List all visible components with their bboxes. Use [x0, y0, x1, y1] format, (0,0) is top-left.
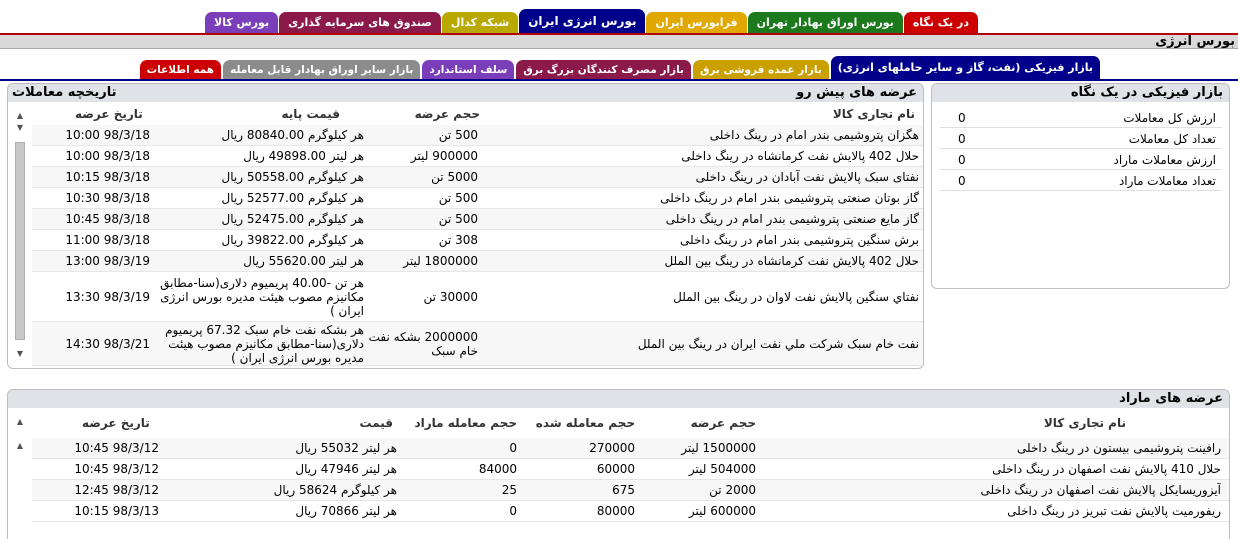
offer-name: برش سنگین پتروشیمی بندر امام در رینگ داخلی — [680, 233, 919, 247]
offer-date: 98/3/18 10:15 — [65, 170, 150, 184]
offer-base-price-cell — [144, 188, 364, 208]
marad-traded: 675 — [612, 483, 635, 497]
offers-panel — [7, 83, 924, 369]
marad-volume-cell — [636, 459, 756, 479]
table-row[interactable] — [32, 167, 924, 188]
offer-date: 98/3/19 13:00 — [65, 254, 150, 268]
offer-date-cell — [32, 209, 150, 229]
table-row[interactable] — [32, 209, 924, 230]
marad-name: حلال 410 پالایش نفت اصفهان در رینگ داخلی — [992, 462, 1221, 476]
table-row[interactable] — [32, 230, 924, 251]
marad-traded-cell — [525, 459, 635, 479]
sub-tabs — [138, 56, 1100, 80]
glance-row — [940, 108, 1222, 128]
marad-traded-cell — [525, 501, 635, 521]
col-name: نام تجاری کالا — [832, 107, 915, 121]
marad-title: عرضه های ماراد — [1119, 391, 1223, 406]
marad-date-cell — [32, 438, 159, 458]
offer-name: نفتاي سنگين پالايش نفت لاوان در رينگ بين الملل — [673, 289, 919, 304]
col-volume: حجم عرضه — [690, 416, 756, 430]
glance-title: بازار فیزیکی در یک نگاه — [1070, 85, 1223, 100]
offer-name-cell — [489, 125, 919, 145]
glance-label: ارزش معاملات ماراد — [1113, 153, 1216, 167]
scroll-up-icon[interactable]: ▲ — [16, 441, 24, 450]
offer-date-cell — [32, 322, 150, 365]
offer-date-cell — [32, 251, 150, 271]
offer-name-cell — [489, 188, 919, 208]
offer-date-cell — [32, 230, 150, 250]
offer-date: 98/3/18 10:30 — [65, 191, 150, 205]
marad-date: 98/3/12 10:45 — [74, 462, 159, 476]
offers-column-header — [8, 104, 924, 122]
offer-base-price: هر لیتر 55620.00 ریال — [243, 254, 364, 268]
table-row[interactable] — [32, 272, 924, 322]
offer-base-price-cell — [144, 251, 364, 271]
offer-date-cell — [32, 125, 150, 145]
scroll-down-icon[interactable]: ▼ — [16, 123, 24, 132]
marad-volume: 504000 لیتر — [688, 462, 756, 476]
marad-volume: 600000 لیتر — [688, 504, 756, 518]
subtab-standard-forward[interactable]: سلف استاندارد — [422, 60, 514, 80]
marad-price-cell — [167, 480, 397, 500]
offer-date: 98/3/21 14:30 — [65, 336, 150, 351]
offer-base-price: هر کیلوگرم 39822.00 ریال — [221, 233, 364, 247]
col-volume: حجم عرضه — [414, 107, 480, 121]
offer-date: 98/3/18 10:45 — [65, 212, 150, 226]
glance-value: 0 — [958, 111, 966, 125]
offer-name: حلال 402 پالایش نفت کرمانشاه در رینگ داخلی — [681, 149, 919, 163]
offer-date-cell — [32, 188, 150, 208]
marad-marad-traded: 0 — [509, 441, 517, 455]
offer-name: گاز بوتان صنعتی پتروشیمی بندر امام در رینگ داخلی — [660, 191, 919, 205]
offer-name-cell — [489, 146, 919, 166]
table-row[interactable] — [32, 188, 924, 209]
scroll-thumb[interactable] — [15, 142, 25, 340]
scroll-down-icon[interactable]: ▼ — [16, 349, 24, 358]
offer-date-cell — [32, 167, 150, 187]
offer-volume: 500 تن — [438, 212, 478, 226]
table-row[interactable] — [32, 459, 1230, 480]
offer-date-cell — [32, 146, 150, 166]
offer-base-price: هر کیلوگرم 50558.00 ریال — [221, 170, 364, 184]
col-traded-volume: حجم معامله شده — [535, 416, 635, 430]
offer-base-price-cell — [144, 146, 364, 166]
table-row[interactable] — [32, 501, 1230, 522]
marad-marad-traded: 0 — [509, 504, 517, 518]
marad-date: 98/3/13 10:15 — [74, 504, 159, 518]
tab-at-a-glance[interactable]: در یک نگاه — [904, 12, 978, 34]
offer-volume-cell — [368, 209, 478, 229]
trade-history-link[interactable]: تاریخچه معاملات — [12, 85, 117, 100]
marad-marad-traded-cell — [407, 501, 517, 521]
col-base-price: قیمت پایه — [281, 107, 340, 121]
marad-name: آیزوریسایکل پالایش نفت اصفهان در رینگ داخلی — [980, 483, 1221, 497]
offer-base-price-cell — [144, 230, 364, 250]
subtab-wholesale-electricity[interactable]: بازار عمده فروشی برق — [693, 60, 829, 80]
marad-date: 98/3/12 10:45 — [74, 441, 159, 455]
marad-table — [32, 438, 1230, 533]
marad-date: 98/3/12 12:45 — [74, 483, 159, 497]
marad-traded-cell — [525, 480, 635, 500]
tab-investment-funds[interactable]: صندوق های سرمایه گذاری — [279, 12, 441, 34]
marad-price-cell — [167, 438, 397, 458]
table-row[interactable] — [32, 125, 924, 146]
glance-value: 0 — [958, 153, 966, 167]
marad-traded: 270000 — [589, 441, 635, 455]
col-marad-traded-volume: حجم معامله ماراد — [414, 416, 517, 430]
marad-price-cell — [167, 501, 397, 521]
offer-volume: 1800000 لیتر — [403, 254, 478, 268]
glance-label: تعداد کل معاملات — [1128, 132, 1216, 146]
marad-price: هر لیتر 55032 ریال — [295, 441, 397, 455]
marad-price: هر کیلوگرم 58624 ریال — [273, 483, 397, 497]
offer-base-price-cell — [144, 322, 364, 365]
tab-ifb[interactable]: فرابورس ایران — [646, 12, 746, 34]
offer-name: گاز مایع صنعتی پتروشیمی بندر امام در رینگ داخلی — [665, 212, 919, 226]
offer-base-price-cell — [144, 272, 364, 321]
marad-name-cell — [761, 480, 1221, 500]
table-row[interactable] — [32, 251, 924, 272]
sub-tabs-underline — [0, 79, 1238, 81]
marad-volume: 2000 تن — [709, 483, 756, 497]
offer-date: 98/3/19 13:30 — [65, 289, 150, 304]
marad-scrollbar[interactable] — [13, 416, 27, 534]
offer-date: 98/3/18 11:00 — [65, 233, 150, 247]
tab-commodity-exchange[interactable]: بورس کالا — [205, 12, 278, 34]
offer-volume: 500 تن — [438, 128, 478, 142]
glance-panel — [931, 83, 1230, 289]
glance-row — [940, 171, 1222, 191]
offer-date-cell — [32, 272, 150, 321]
offer-volume-cell — [368, 167, 478, 187]
marad-volume-cell — [636, 438, 756, 458]
col-offer-date: تاریخ عرضه — [75, 107, 143, 121]
offer-volume-cell — [368, 146, 478, 166]
glance-row — [940, 150, 1222, 170]
table-row[interactable] — [32, 322, 924, 366]
marad-volume-cell — [636, 501, 756, 521]
tab-energy-exchange[interactable]: بورس انرژی ایران — [519, 9, 645, 34]
col-name: نام تجاری کالا — [1043, 416, 1126, 430]
table-row[interactable] — [32, 438, 1230, 459]
offer-volume-cell — [368, 125, 478, 145]
marad-price: هر لیتر 70866 ریال — [295, 504, 397, 518]
scroll-up-icon[interactable]: ▲ — [16, 111, 24, 120]
marad-panel-header — [8, 390, 1229, 408]
marad-marad-traded: 84000 — [478, 462, 517, 476]
offer-volume: 500 تن — [438, 191, 478, 205]
offer-name-cell — [489, 251, 919, 271]
marad-marad-traded-cell — [407, 438, 517, 458]
marad-panel — [7, 389, 1230, 539]
marad-marad-traded: 25 — [501, 483, 517, 497]
marad-volume: 1500000 لیتر — [681, 441, 756, 455]
glance-row — [940, 129, 1222, 149]
offer-base-price: هر کیلوگرم 52577.00 ریال — [221, 191, 364, 205]
offer-base-price-cell — [144, 125, 364, 145]
offer-name: هگزان پتروشیمی بندر امام در رینگ داخلی — [709, 128, 919, 142]
marad-name: رافینت پتروشیمی بیستون در رینگ داخلی — [1017, 441, 1221, 455]
top-tabs — [214, 10, 978, 34]
col-offer-date: تاریخ عرضه — [82, 416, 150, 430]
tab-codal[interactable]: شبکه کدال — [442, 12, 518, 34]
glance-value: 0 — [958, 174, 966, 188]
glance-label: ارزش کل معاملات — [1123, 111, 1216, 125]
offers-scrollbar[interactable] — [13, 110, 27, 366]
offer-name: نفتای سبک پالایش نفت آبادان در رینگ داخلی — [695, 170, 919, 184]
offer-base-price: هر تن -40.00 پریمیوم دلاری(سنا-مطابق مکانیزم مصوب هیئت مدیره بورس انرژی ایران ) — [160, 275, 364, 318]
offer-volume: 5000 تن — [431, 170, 478, 184]
tab-tehran-stock-exchange[interactable]: بورس اوراق بهادار تهران — [748, 12, 903, 34]
offer-name-cell — [489, 209, 919, 229]
marad-price: هر لیتر 47946 ریال — [295, 462, 397, 476]
offer-base-price: هر کیلوگرم 80840.00 ریال — [221, 128, 364, 142]
offer-name-cell — [489, 230, 919, 250]
offer-volume: 2000000 بشکه نفت خام سبک — [368, 329, 478, 358]
offer-name: حلال 402 پالایش نفت کرمانشاه در رینگ بین الملل — [664, 254, 919, 268]
marad-date-cell — [32, 501, 159, 521]
scroll-up-icon[interactable]: ▲ — [16, 417, 24, 426]
offer-date: 98/3/18 10:00 — [65, 128, 150, 142]
offer-base-price: هر لیتر 49898.00 ریال — [243, 149, 364, 163]
offer-date: 98/3/18 10:00 — [65, 149, 150, 163]
marad-marad-traded-cell — [407, 480, 517, 500]
marad-name-cell — [761, 501, 1221, 521]
col-price: قیمت — [359, 416, 393, 430]
glance-label: تعداد معاملات ماراد — [1118, 174, 1216, 188]
offers-panel-header — [8, 84, 923, 102]
marad-price-cell — [167, 459, 397, 479]
glance-value: 0 — [958, 132, 966, 146]
table-row[interactable] — [32, 480, 1230, 501]
offer-name-cell — [489, 322, 919, 365]
subtab-all-info[interactable]: همه اطلاعات — [140, 60, 221, 80]
glance-panel-header — [932, 84, 1229, 102]
offers-title: عرضه های پیش رو — [796, 85, 917, 100]
offer-base-price-cell — [144, 209, 364, 229]
offer-name-cell — [489, 167, 919, 187]
marad-volume-cell — [636, 480, 756, 500]
marad-traded-cell — [525, 438, 635, 458]
offer-volume: 30000 تن — [423, 289, 478, 304]
marad-traded: 80000 — [596, 504, 635, 518]
subtab-physical-market[interactable]: بازار فیزیکی (نفت، گاز و سایر حاملهای انرژی) — [831, 56, 1100, 80]
offer-volume-cell — [368, 188, 478, 208]
offers-table — [32, 125, 924, 366]
subtab-other-securities[interactable]: بازار سایر اوراق بهادار قابل معامله — [223, 60, 420, 80]
marad-name-cell — [761, 459, 1221, 479]
subtab-large-consumers-electricity[interactable]: بازار مصرف کنندگان بزرگ برق — [516, 60, 691, 80]
offer-volume-cell — [368, 272, 478, 321]
table-row[interactable] — [32, 146, 924, 167]
offer-volume: 308 تن — [438, 233, 478, 247]
marad-marad-traded-cell — [407, 459, 517, 479]
marad-column-header — [8, 414, 1230, 432]
marad-date-cell — [32, 459, 159, 479]
offer-volume: 900000 لیتر — [410, 149, 478, 163]
marad-traded: 60000 — [596, 462, 635, 476]
offer-base-price: هر کیلوگرم 52475.00 ریال — [221, 212, 364, 226]
offer-volume-cell — [368, 230, 478, 250]
offer-volume-cell — [368, 251, 478, 271]
offer-base-price-cell — [144, 167, 364, 187]
offer-volume-cell — [368, 322, 478, 365]
section-title: بورس انرژی — [0, 35, 1238, 49]
marad-name-cell — [761, 438, 1221, 458]
offer-base-price: هر بشکه نفت خام سبک 67.32 پریمیوم دلاری(سنا-مطابق مکانیزم مصوب هیئت مدیره بورس انرژی ایران ) — [165, 322, 364, 365]
marad-name: ریفورمیت پالایش نفت تبریز در رینگ داخلی — [1007, 504, 1221, 518]
marad-date-cell — [32, 480, 159, 500]
offer-name: نفت خام سبک شرکت ملي نفت ايران در رينگ بين الملل — [637, 336, 919, 351]
offer-name-cell — [489, 272, 919, 321]
